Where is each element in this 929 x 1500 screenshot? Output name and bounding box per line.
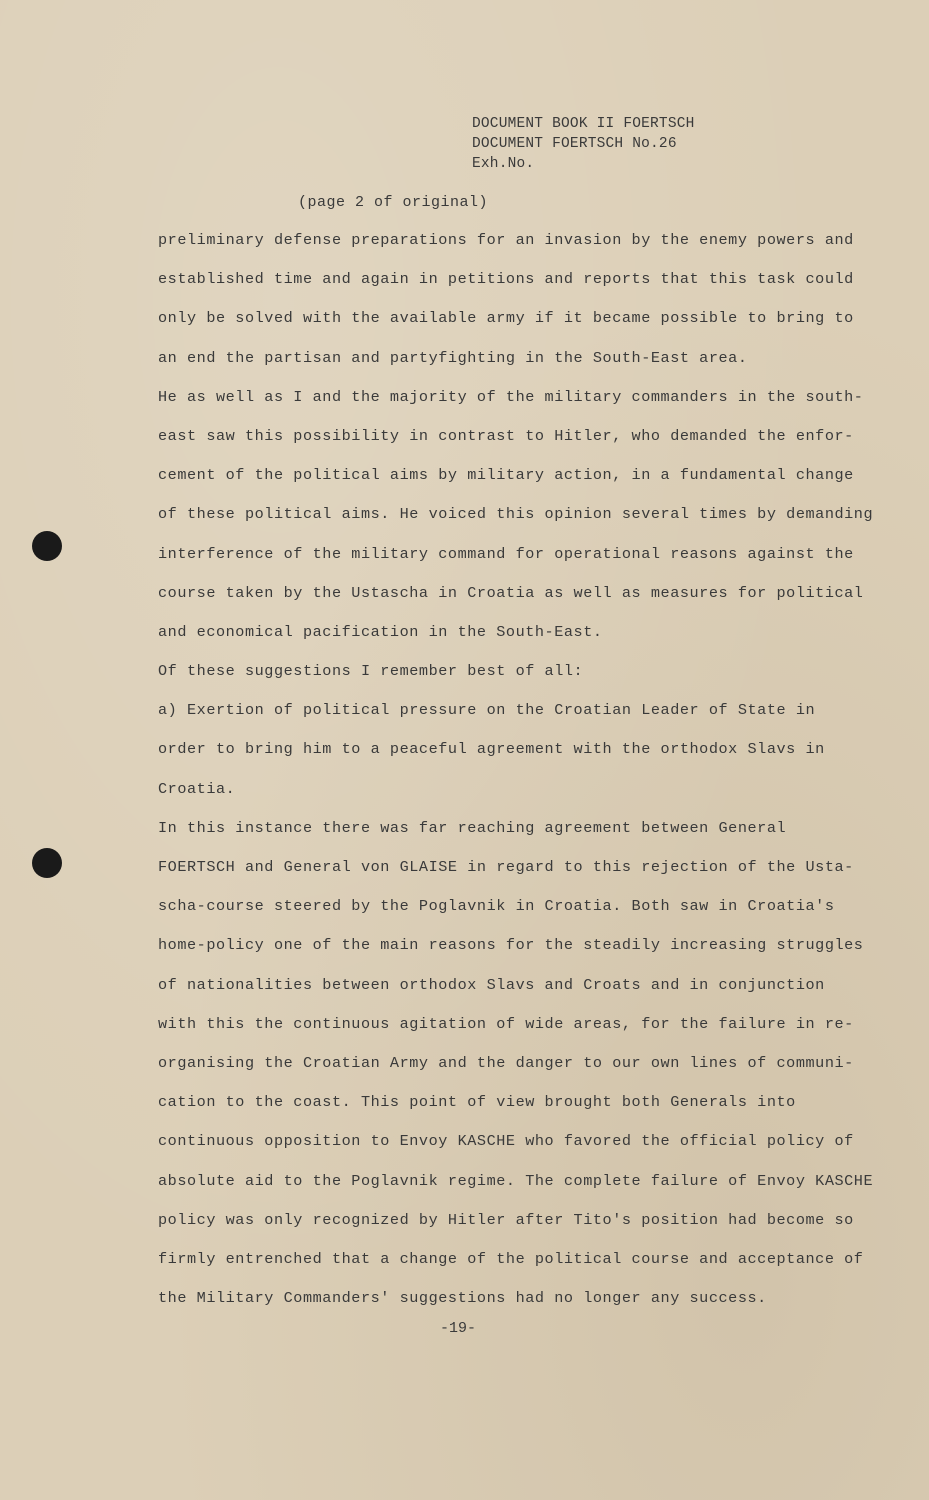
document-header (472, 114, 695, 174)
header-exhibit-number: Exh.No. (472, 156, 535, 172)
body-line: with this the continuous agitation of wide areas, for the failure in re- (158, 1014, 854, 1033)
punch-hole-bottom (32, 848, 62, 878)
body-line: continuous opposition to Envoy KASCHE who favored the official policy of (158, 1132, 854, 1151)
page-number: -19- (440, 1320, 477, 1337)
body-line: FOERTSCH and General von GLAISE in regard to this rejection of the Usta- (158, 858, 854, 876)
body-line: east saw this possibility in contrast to Hitler, who demanded the enfor- (158, 426, 854, 445)
body-line: home-policy one of the main reasons for the steadily increasing struggles (158, 936, 864, 955)
body-line: organising the Croatian Army and the danger to our own lines of communi- (158, 1053, 854, 1072)
body-line: and economical pacification in the South-East. (158, 622, 603, 641)
body-line: order to bring him to a peaceful agreement with the orthodox Slavs in (158, 740, 825, 759)
body-line: absolute aid to the Poglavnik regime. The complete failure of Envoy KASCHE (158, 1171, 874, 1190)
body-line: only be solved with the available army if it became possible to bring to (158, 309, 854, 328)
body-line: policy was only recognized by Hitler after Tito's position had become so (158, 1210, 854, 1229)
punch-hole-top (32, 531, 62, 561)
body-line: preliminary defense preparations for an invasion by the enemy powers and (158, 231, 854, 249)
body-text (158, 229, 878, 1326)
page-reference: (page 2 of original) (298, 194, 489, 211)
body-line: Of these suggestions I remember best of all: (158, 662, 584, 681)
body-line: interference of the military command for operational reasons against the (158, 544, 854, 563)
body-line: firmly entrenched that a change of the political course and acceptance of (158, 1249, 864, 1268)
body-line: He as well as I and the majority of the military commanders in the south- (158, 387, 864, 406)
header-document-book: DOCUMENT BOOK II FOERTSCH (472, 116, 695, 132)
body-line: Croatia. (158, 779, 236, 798)
body-line: established time and again in petitions and reports that this task could (158, 270, 854, 289)
body-line: In this instance there was far reaching agreement between General (158, 818, 787, 837)
body-line: an end the partisan and partyfighting in the South-East area. (158, 348, 748, 367)
header-document-number: DOCUMENT FOERTSCH No.26 (472, 136, 677, 152)
body-line: of these political aims. He voiced this opinion several times by demanding (158, 505, 874, 524)
body-line: of nationalities between orthodox Slavs and Croats and in conjunction (158, 975, 825, 994)
body-line: course taken by the Ustascha in Croatia as well as measures for political (158, 583, 864, 602)
body-line: a) Exertion of political pressure on the Croatian Leader of State in (158, 701, 816, 720)
body-line: scha-course steered by the Poglavnik in Croatia. Both saw in Croatia's (158, 897, 835, 916)
body-line: cation to the coast. This point of view brought both Generals into (158, 1093, 796, 1112)
body-line: cement of the political aims by military action, in a fundamental change (158, 466, 854, 485)
body-line: the Military Commanders' suggestions had no longer any success. (158, 1289, 767, 1308)
